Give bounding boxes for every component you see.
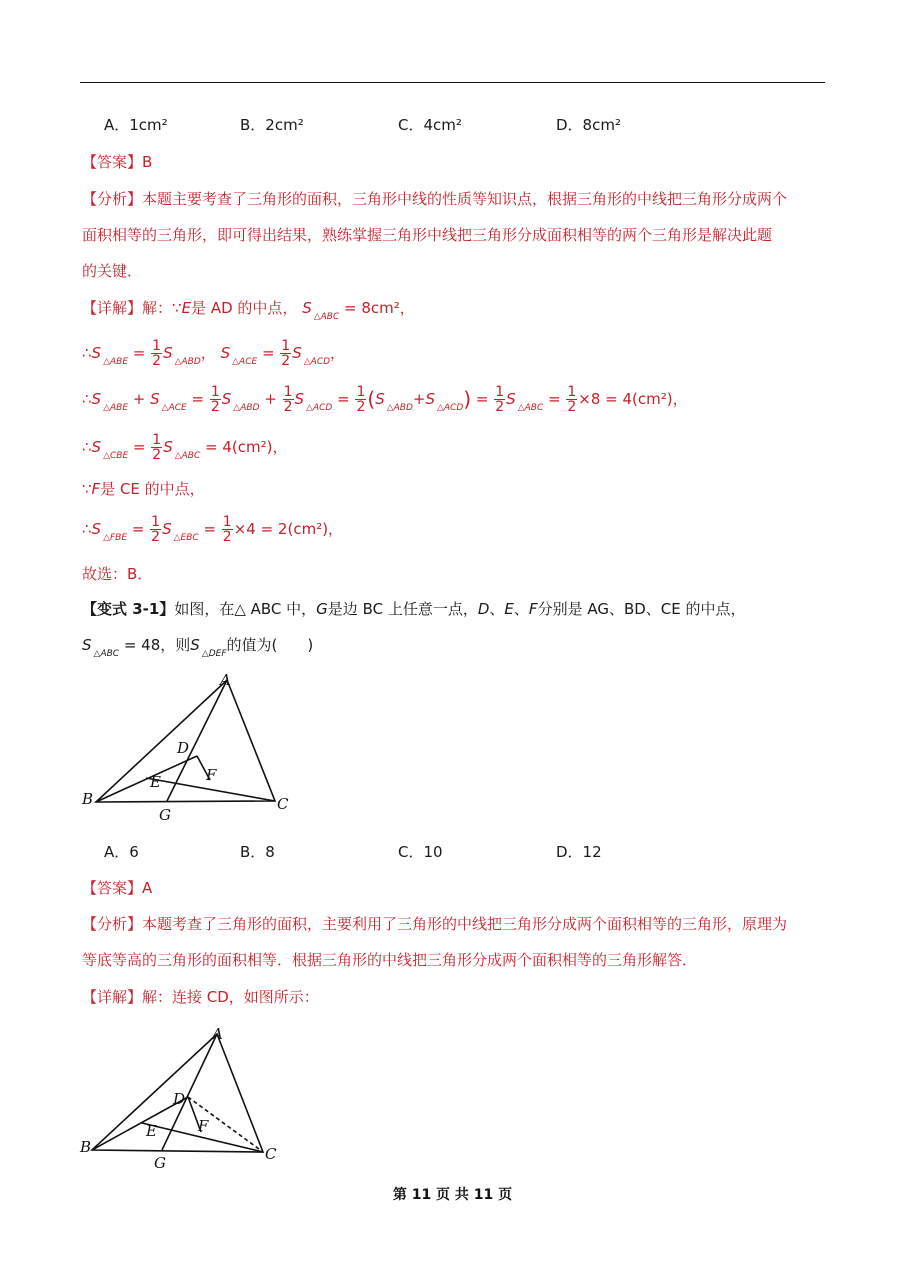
plus-sign: + xyxy=(259,390,282,408)
eq-sign: = xyxy=(332,390,355,408)
variant-stem-1 xyxy=(82,598,746,620)
variant-option-a[interactable]: A．6 xyxy=(104,843,139,861)
fraction-half xyxy=(210,385,221,414)
area-symbol: S xyxy=(506,390,516,408)
analysis-tag: 【分析】 xyxy=(82,915,143,933)
analysis-text: 本题主要考查了三角形的面积，三角形中线的性质等知识点，根据三角形的中线把三角形分成两个 xyxy=(142,190,788,208)
tri-label: △ACD xyxy=(306,403,333,413)
frac-num: 1 xyxy=(567,384,577,400)
formula-line-1 xyxy=(82,338,345,368)
detail-text: 解：连接 CD，如图所示： xyxy=(142,988,319,1006)
variant-option-b[interactable]: B．8 xyxy=(240,843,275,861)
frac-den: 2 xyxy=(152,447,162,463)
var-e: E xyxy=(504,600,514,618)
variant-option-d[interactable]: D．12 xyxy=(556,843,602,861)
detail-tag: 【详解】 xyxy=(82,299,143,317)
detail-line-f xyxy=(82,478,205,500)
tri-label: △EBC xyxy=(173,533,199,543)
fraction-half xyxy=(566,385,577,414)
area-symbol: S xyxy=(91,520,102,538)
because-sign: ∵ xyxy=(82,480,92,498)
answer-line xyxy=(82,151,152,173)
area-symbol: S xyxy=(302,299,312,317)
fraction-half xyxy=(222,515,233,544)
tri-label: △FBE xyxy=(103,533,128,543)
fraction-half xyxy=(280,339,291,368)
tri-label: △ABD xyxy=(386,403,413,413)
tri-label: △ABD xyxy=(174,357,201,367)
label-b: B xyxy=(82,790,94,808)
tri-label: △ABC xyxy=(313,312,340,322)
tri-label: △ABE xyxy=(103,403,129,413)
frac-num: 1 xyxy=(210,384,220,400)
var-f: F xyxy=(528,600,538,618)
label-c: C xyxy=(277,795,289,813)
label-e: E xyxy=(150,773,161,791)
label-d: D xyxy=(173,1090,186,1108)
analysis-line-3: 的关键． xyxy=(82,262,143,280)
label-g: G xyxy=(154,1154,166,1172)
area-symbol: S xyxy=(221,390,232,408)
result-text: = 4(cm²)， xyxy=(200,438,288,456)
tri-label: △ABE xyxy=(103,357,129,367)
choose-line: 故选：B． xyxy=(82,565,153,583)
frac-num: 1 xyxy=(283,384,293,400)
area-symbol: S xyxy=(91,390,102,408)
therefore-sign: ∴ xyxy=(82,390,92,408)
var-f: F xyxy=(91,480,101,498)
frac-num: 1 xyxy=(152,432,162,448)
answer-tag: 【答案】 xyxy=(82,153,143,171)
tri-label: △ACD xyxy=(437,403,464,413)
stem-text: 的值为( ) xyxy=(226,636,314,654)
frac-num: 1 xyxy=(281,338,291,354)
eq-sign: = xyxy=(471,390,494,408)
area-symbol: S xyxy=(425,390,436,408)
label-e: E xyxy=(146,1122,157,1140)
area-symbol: S xyxy=(82,636,92,654)
answer-tag: 【答案】 xyxy=(82,879,143,897)
label-a: A xyxy=(220,671,231,689)
area-symbol: S xyxy=(220,344,231,362)
label-g: G xyxy=(159,806,171,824)
frac-den: 2 xyxy=(222,529,232,545)
area-symbol: S xyxy=(163,344,173,362)
area-symbol: S xyxy=(91,344,102,362)
tri-label: △ABC xyxy=(93,649,120,659)
variant-tag: 【变式 3-1】 xyxy=(82,600,175,618)
frac-den: 2 xyxy=(283,399,293,415)
eq-sign: = xyxy=(127,520,150,538)
area-symbol: S xyxy=(294,390,305,408)
fraction-half xyxy=(151,433,162,462)
area-symbol: S xyxy=(91,438,102,456)
frac-den: 2 xyxy=(495,399,505,415)
eq-sign: = xyxy=(128,438,151,456)
comma: ， xyxy=(200,344,216,362)
variant-option-c[interactable]: C．10 xyxy=(398,843,443,861)
tri-label: △ACE xyxy=(161,403,187,413)
option-c[interactable]: C．4cm² xyxy=(398,116,462,134)
frac-den: 2 xyxy=(151,529,161,545)
frac-den: 2 xyxy=(281,353,291,369)
variant-stem-2 xyxy=(82,634,313,665)
therefore-sign: ∴ xyxy=(82,520,92,538)
analysis-line-1 xyxy=(82,188,787,210)
result-text: = 4(cm²)， xyxy=(600,390,688,408)
option-b[interactable]: B．2cm² xyxy=(240,116,304,134)
analysis-2-line-1 xyxy=(82,913,787,935)
label-d: D xyxy=(177,739,190,757)
area-symbol: S xyxy=(375,390,385,408)
analysis-line-2: 面积相等的三角形，即可得出结果，熟练掌握三角形中线把三角形分成面积相等的两个三角形是解决此题 xyxy=(82,226,773,244)
tri-label: △CBE xyxy=(103,451,129,461)
area-symbol: S xyxy=(163,438,173,456)
analysis-tag: 【分析】 xyxy=(82,190,143,208)
var-d: D xyxy=(477,600,490,618)
comma: ， xyxy=(330,344,346,362)
triangle-figure-1 xyxy=(70,668,310,828)
eq-text: = 8cm²， xyxy=(339,299,415,317)
frac-num: 1 xyxy=(495,384,505,400)
stem-text: 分别是 AG、BD、CE 的中点， xyxy=(537,600,746,618)
tri-label: △ABC xyxy=(517,403,544,413)
option-a[interactable]: A．1cm² xyxy=(104,116,168,134)
header-rule xyxy=(80,82,825,83)
analysis-2-line-2: 等底等高的三角形的面积相等．根据三角形的中线把三角形分成两个面积相等的三角形解答． xyxy=(82,951,698,969)
eq-sign: = xyxy=(128,344,151,362)
frac-num: 1 xyxy=(222,514,232,530)
stem-text: 是边 BC 上任意一点， xyxy=(327,600,478,618)
formula-line-3 xyxy=(82,432,288,462)
tri-label: △ACE xyxy=(232,357,258,367)
triangle-figure-2 xyxy=(70,1022,300,1172)
separator: 、 xyxy=(489,600,505,618)
frac-num: 1 xyxy=(356,384,366,400)
frac-den: 2 xyxy=(152,353,162,369)
fraction-half xyxy=(150,515,161,544)
formula-line-4 xyxy=(82,514,343,544)
separator: 、 xyxy=(513,600,529,618)
label-f: F xyxy=(198,1117,209,1135)
frac-num: 1 xyxy=(151,514,161,530)
area-symbol: S xyxy=(292,344,302,362)
plus-sign: + xyxy=(128,390,151,408)
fraction-half xyxy=(355,385,366,414)
eq-sign: = xyxy=(186,390,209,408)
tri-label: △ABD xyxy=(233,403,260,413)
detail-line-1 xyxy=(82,297,415,328)
label-b: B xyxy=(80,1138,92,1156)
stem-text: = 48，则 xyxy=(119,636,191,654)
fraction-half xyxy=(151,339,162,368)
frac-den: 2 xyxy=(567,399,577,415)
tri-label: △DEF xyxy=(201,649,227,659)
times-eight: ×8 xyxy=(578,390,601,408)
tri-label: △ACD xyxy=(303,357,331,367)
area-symbol: S xyxy=(190,636,200,654)
fraction-half xyxy=(494,385,505,414)
label-c: C xyxy=(265,1145,277,1163)
eq-sign: = xyxy=(543,390,566,408)
var-e: E xyxy=(181,299,192,317)
label-a: A xyxy=(212,1025,223,1043)
detail-intro: 解：∵ xyxy=(142,299,182,317)
page-footer: 第 11 页 共 11 页 xyxy=(392,1187,513,1203)
segment-bd xyxy=(96,756,197,802)
therefore-sign: ∴ xyxy=(82,438,92,456)
analysis-text: 本题考查了三角形的面积，主要利用了三角形的中线把三角形分成两个面积相等的三角形，原理为 xyxy=(142,915,788,933)
frac-den: 2 xyxy=(356,399,366,415)
segment-ag xyxy=(162,1034,217,1150)
answer-value: A xyxy=(142,879,153,897)
eq-sign: = xyxy=(198,520,221,538)
option-d[interactable]: D．8cm² xyxy=(556,116,621,134)
eq-sign: = xyxy=(257,344,280,362)
detail-2-line xyxy=(82,986,319,1008)
frac-den: 2 xyxy=(210,399,220,415)
frac-num: 1 xyxy=(152,338,162,354)
tri-label: △ABC xyxy=(174,451,201,461)
area-symbol: S xyxy=(150,390,160,408)
fraction-half xyxy=(283,385,294,414)
result-text: ×4 = 2(cm²)， xyxy=(233,520,344,538)
stem-text: 如图，在△ ABC 中， xyxy=(174,600,317,618)
therefore-sign: ∴ xyxy=(82,344,92,362)
detail-text: 是 AD 的中点， xyxy=(191,299,298,317)
detail-text: 是 CE 的中点， xyxy=(100,480,205,498)
area-symbol: S xyxy=(162,520,172,538)
answer-line-2 xyxy=(82,877,152,899)
formula-line-2: ∴S $_{\triangle ABE}$ + S $_{\triangle ACE}$ = $\frac{1}{2}$ S $_{\triangle ABD}$ + $\frac{1}{2}$ S $_{\triangle ACD}$ = $\frac{1}{2}$ (S $_{\triangle ABD}$+S $_{\triangle ACD}$) = $\frac{1}{2}$ S $_{\triangle ABC}$ = $\frac{1}{2}$ ×8 = 4(cm²)， xyxy=(82,384,688,415)
label-f: F xyxy=(206,766,217,784)
var-g: G xyxy=(316,600,328,618)
detail-tag: 【详解】 xyxy=(82,988,143,1006)
answer-value: B xyxy=(142,153,153,171)
